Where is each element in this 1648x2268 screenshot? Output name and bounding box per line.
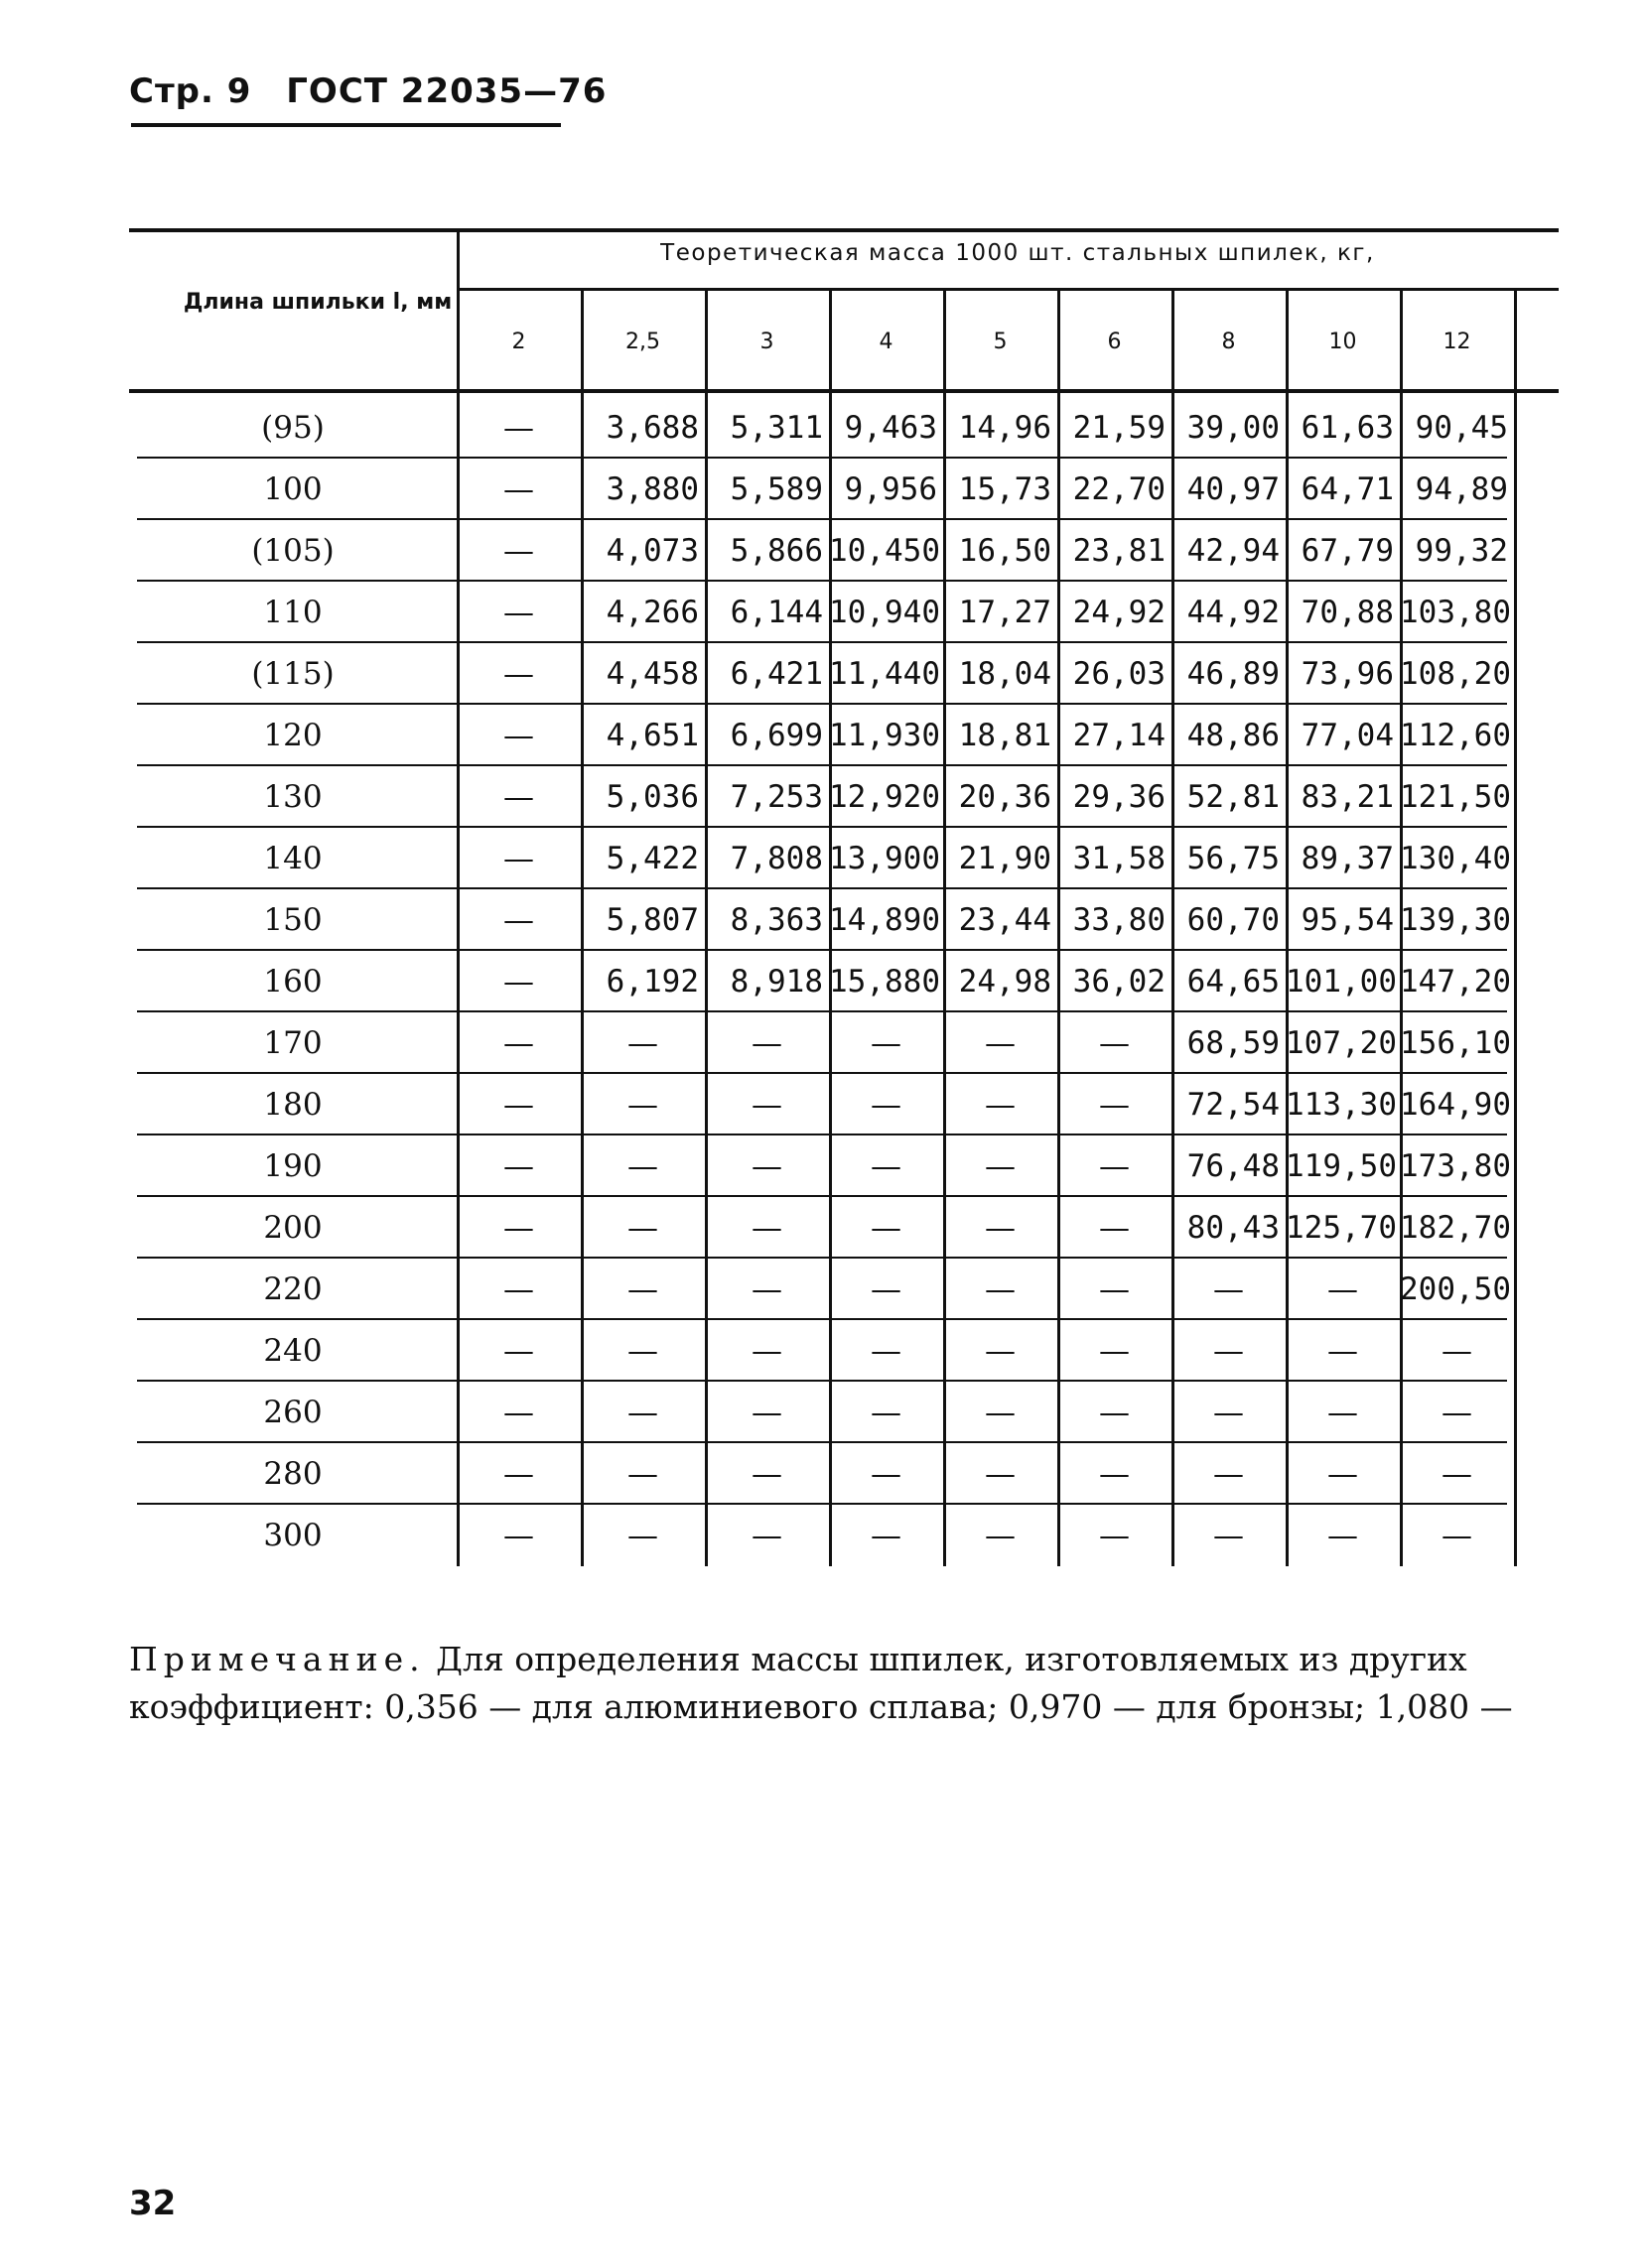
mass-cell: — [1099, 1395, 1130, 1430]
length-cell: 130 [263, 779, 323, 815]
mass-cell: 11,930 [829, 718, 940, 753]
column-header: 10 [1328, 330, 1357, 354]
mass-cell: — [627, 1271, 658, 1307]
mass-cell: 76,48 [1186, 1148, 1280, 1184]
mass-cell: 147,20 [1400, 964, 1511, 1000]
length-cell: (105) [251, 533, 335, 569]
mass-cell: 5,807 [606, 902, 699, 938]
mass-cell: 182,70 [1400, 1210, 1511, 1246]
mass-cell: — [1099, 1087, 1130, 1123]
table-row [129, 951, 1579, 1012]
mass-cell: — [752, 1271, 782, 1307]
length-cell: 100 [263, 471, 323, 507]
mass-cell: — [627, 1087, 658, 1123]
mass-cell: — [1442, 1518, 1472, 1553]
length-cell: 160 [263, 964, 323, 1000]
mass-cell: 3,688 [606, 410, 699, 446]
column-header: 6 [1107, 330, 1122, 354]
column-header: 12 [1442, 330, 1471, 354]
mass-cell: 73,96 [1301, 656, 1394, 692]
mass-cell: 83,21 [1301, 779, 1394, 815]
mass-cell: — [1327, 1518, 1358, 1553]
mass-cell: 119,50 [1286, 1148, 1397, 1184]
mass-cell: — [985, 1456, 1016, 1492]
mass-cell: 33,80 [1072, 902, 1166, 938]
length-cell: 240 [263, 1333, 323, 1369]
length-column-header: Длина шпильки l, мм [183, 290, 453, 315]
table-row [129, 889, 1579, 951]
mass-cell: — [985, 1087, 1016, 1123]
mass-cell: — [503, 533, 534, 569]
mass-cell: — [503, 471, 534, 507]
mass-cell: — [871, 1271, 901, 1307]
mass-cell: 5,866 [730, 533, 823, 569]
mass-cell: — [985, 1395, 1016, 1430]
table-row [129, 1320, 1579, 1382]
mass-cell: — [627, 1518, 658, 1553]
length-cell: 110 [263, 595, 323, 630]
mass-cell: 5,311 [730, 410, 823, 446]
column-header: 5 [993, 330, 1008, 354]
mass-cell: — [627, 1210, 658, 1246]
column-header: 2 [511, 330, 526, 354]
mass-cell: — [752, 1395, 782, 1430]
length-cell: (115) [251, 656, 335, 692]
mass-cell: — [503, 1025, 534, 1061]
mass-cell: 77,04 [1301, 718, 1394, 753]
mass-cell: 200,50 [1400, 1271, 1511, 1307]
table-row [129, 1074, 1579, 1135]
mass-cell: — [1213, 1518, 1244, 1553]
mass-cell: — [871, 1395, 901, 1430]
mass-cell: — [752, 1087, 782, 1123]
mass-cell: — [871, 1210, 901, 1246]
mass-cell: 7,253 [730, 779, 823, 815]
table-row [129, 1443, 1579, 1505]
mass-cell: 130,40 [1400, 841, 1511, 876]
table-row [129, 828, 1579, 889]
mass-cell: 156,10 [1400, 1025, 1511, 1061]
mass-cell: 7,808 [730, 841, 823, 876]
mass-cell: — [1213, 1395, 1244, 1430]
mass-cell: — [1099, 1148, 1130, 1184]
mass-cell: — [871, 1148, 901, 1184]
mass-cell: 21,59 [1072, 410, 1166, 446]
mass-cell: — [1099, 1456, 1130, 1492]
mass-cell: 72,54 [1186, 1087, 1280, 1123]
mass-cell: 42,94 [1186, 533, 1280, 569]
column-header: 4 [879, 330, 893, 354]
length-cell: 120 [263, 718, 323, 753]
mass-cell: 6,421 [730, 656, 823, 692]
mass-cell: 121,50 [1400, 779, 1511, 815]
mass-cell: 10,450 [829, 533, 940, 569]
mass-cell: — [871, 1025, 901, 1061]
mass-cell: — [503, 779, 534, 815]
mass-cell: 5,036 [606, 779, 699, 815]
mass-cell: — [1213, 1271, 1244, 1307]
mass-cell: 3,880 [606, 471, 699, 507]
mass-cell: — [503, 1518, 534, 1553]
mass-cell: 6,144 [730, 595, 823, 630]
mass-cell: — [985, 1518, 1016, 1553]
mass-cell: 8,918 [730, 964, 823, 1000]
mass-cell: 4,073 [606, 533, 699, 569]
mass-cell: 80,43 [1186, 1210, 1280, 1246]
mass-cell: 15,73 [958, 471, 1051, 507]
mass-cell: 101,00 [1286, 964, 1397, 1000]
mass-cell: — [871, 1518, 901, 1553]
mass-cell: 14,96 [958, 410, 1051, 446]
mass-cell: 64,65 [1186, 964, 1280, 1000]
note-text-1: Для определения массы шпилек, изготовляемых из других [436, 1640, 1467, 1678]
mass-cell: 113,30 [1286, 1087, 1397, 1123]
mass-cell: — [503, 1148, 534, 1184]
length-cell: (95) [261, 410, 325, 446]
mass-cell: — [503, 1271, 534, 1307]
mass-cell: — [503, 656, 534, 692]
mass-cell: — [1327, 1271, 1358, 1307]
mass-cell: 99,32 [1415, 533, 1508, 569]
mass-cell: 4,266 [606, 595, 699, 630]
mass-cell: 26,03 [1072, 656, 1166, 692]
mass-cell: 9,956 [844, 471, 937, 507]
mass-cell: 112,60 [1400, 718, 1511, 753]
table-row [129, 520, 1579, 582]
mass-cell: — [985, 1025, 1016, 1061]
page-header [129, 71, 628, 111]
mass-cell: 44,92 [1186, 595, 1280, 630]
mass-cell: 24,92 [1072, 595, 1166, 630]
table-row [129, 459, 1579, 520]
mass-cell: 107,20 [1286, 1025, 1397, 1061]
table-row [129, 1197, 1579, 1259]
mass-cell: — [752, 1518, 782, 1553]
mass-cell: — [985, 1333, 1016, 1369]
length-cell: 260 [263, 1395, 323, 1430]
length-cell: 170 [263, 1025, 323, 1061]
mass-cell: 56,75 [1186, 841, 1280, 876]
note-line-2: коэффициент: 0,356 — для алюминиевого сплава; 0,970 — для бронзы; 1,080 — [129, 1687, 1513, 1726]
mass-cell: — [985, 1210, 1016, 1246]
length-cell: 220 [263, 1271, 323, 1307]
mass-cell: 5,422 [606, 841, 699, 876]
mass-cell: 61,63 [1301, 410, 1394, 446]
mass-cell: 52,81 [1186, 779, 1280, 815]
mass-cell: 5,589 [730, 471, 823, 507]
length-cell: 280 [263, 1456, 323, 1492]
table-row [129, 1135, 1579, 1197]
mass-cell: 31,58 [1072, 841, 1166, 876]
mass-cell: 164,90 [1400, 1087, 1511, 1123]
mass-cell: 103,80 [1400, 595, 1511, 630]
mass-cell: — [1099, 1333, 1130, 1369]
mass-cell: 23,81 [1072, 533, 1166, 569]
mass-cell: 173,80 [1400, 1148, 1511, 1184]
length-cell: 200 [263, 1210, 323, 1246]
mass-cell: — [503, 1087, 534, 1123]
mass-cell: 14,890 [829, 902, 940, 938]
table-row [129, 705, 1579, 766]
mass-cell: 94,89 [1415, 471, 1508, 507]
mass-cell: 48,86 [1186, 718, 1280, 753]
mass-cell: — [752, 1025, 782, 1061]
mass-cell: 67,79 [1301, 533, 1394, 569]
mass-cell: — [985, 1271, 1016, 1307]
mass-cell: — [627, 1025, 658, 1061]
mass-cell: — [1099, 1271, 1130, 1307]
note-label: Примечание. [129, 1640, 426, 1678]
mass-cell: 90,45 [1415, 410, 1508, 446]
mass-cell: — [503, 718, 534, 753]
mass-cell: — [1099, 1210, 1130, 1246]
group-header-rule [457, 288, 1559, 291]
mass-cell: — [503, 1456, 534, 1492]
mass-cell: 18,04 [958, 656, 1051, 692]
mass-cell: 22,70 [1072, 471, 1166, 507]
mass-cell: 20,36 [958, 779, 1051, 815]
mass-cell: 18,81 [958, 718, 1051, 753]
mass-cell: — [503, 841, 534, 876]
column-header: 8 [1221, 330, 1236, 354]
mass-cell: 70,88 [1301, 595, 1394, 630]
mass-cell: 24,98 [958, 964, 1051, 1000]
header-underline [131, 123, 561, 127]
mass-cell: — [503, 902, 534, 938]
mass-cell: — [752, 1148, 782, 1184]
mass-cell: 139,30 [1400, 902, 1511, 938]
standard-code: ГОСТ 22035—76 [286, 71, 608, 111]
mass-cell: 9,463 [844, 410, 937, 446]
mass-cell: 23,44 [958, 902, 1051, 938]
mass-cell: 16,50 [958, 533, 1051, 569]
mass-cell: 27,14 [1072, 718, 1166, 753]
mass-cell: — [503, 964, 534, 1000]
length-cell: 190 [263, 1148, 323, 1184]
length-cell: 150 [263, 902, 323, 938]
mass-cell: — [871, 1087, 901, 1123]
table-row [129, 1259, 1579, 1320]
mass-cell: — [1442, 1333, 1472, 1369]
mass-cell: 36,02 [1072, 964, 1166, 1000]
mass-cell: 12,920 [829, 779, 940, 815]
header-bottom-rule [129, 389, 1559, 393]
mass-cell: 11,440 [829, 656, 940, 692]
column-header: 3 [759, 330, 774, 354]
mass-cell: — [503, 1395, 534, 1430]
table-top-rule [129, 228, 1559, 232]
table-row [129, 766, 1579, 828]
mass-cell: 40,97 [1186, 471, 1280, 507]
mass-cell: — [503, 410, 534, 446]
mass-cell: — [1327, 1333, 1358, 1369]
mass-table [129, 228, 1579, 1618]
length-cell: 140 [263, 841, 323, 876]
mass-cell: — [503, 595, 534, 630]
mass-cell: — [752, 1333, 782, 1369]
mass-cell: 125,70 [1286, 1210, 1397, 1246]
mass-cell: — [503, 1333, 534, 1369]
mass-cell: — [1213, 1456, 1244, 1492]
table-row [129, 1505, 1579, 1566]
table-row [129, 1012, 1579, 1074]
mass-cell: — [1442, 1456, 1472, 1492]
mass-cell: 13,900 [829, 841, 940, 876]
table-row [129, 1382, 1579, 1443]
mass-cell: 95,54 [1301, 902, 1394, 938]
mass-cell: 21,90 [958, 841, 1051, 876]
mass-cell: — [752, 1210, 782, 1246]
mass-cell: — [627, 1456, 658, 1492]
page-label: Стр. 9 [129, 71, 252, 111]
length-cell: 180 [263, 1087, 323, 1123]
mass-group-header: Теоретическая масса 1000 шт. стальных шпилек, кг, [660, 240, 1375, 266]
mass-cell: 6,699 [730, 718, 823, 753]
mass-cell: — [503, 1210, 534, 1246]
mass-cell: — [1213, 1333, 1244, 1369]
mass-cell: 68,59 [1186, 1025, 1280, 1061]
mass-cell: 64,71 [1301, 471, 1394, 507]
table-note [129, 1636, 1519, 1731]
column-header: 2,5 [625, 330, 660, 354]
table-row [129, 582, 1579, 643]
mass-cell: — [985, 1148, 1016, 1184]
mass-cell: — [752, 1456, 782, 1492]
mass-cell: — [627, 1395, 658, 1430]
mass-cell: — [627, 1148, 658, 1184]
mass-cell: 17,27 [958, 595, 1051, 630]
mass-cell: 10,940 [829, 595, 940, 630]
length-cell: 300 [263, 1518, 323, 1553]
mass-cell: 8,363 [730, 902, 823, 938]
table-row [129, 643, 1579, 705]
mass-cell: — [871, 1456, 901, 1492]
mass-cell: — [871, 1333, 901, 1369]
mass-cell: 6,192 [606, 964, 699, 1000]
mass-cell: — [1099, 1518, 1130, 1553]
mass-cell: 15,880 [829, 964, 940, 1000]
mass-cell: 39,00 [1186, 410, 1280, 446]
mass-cell: 29,36 [1072, 779, 1166, 815]
mass-cell: 108,20 [1400, 656, 1511, 692]
mass-cell: — [1327, 1395, 1358, 1430]
note-line-1 [129, 1636, 1519, 1683]
mass-cell: 4,458 [606, 656, 699, 692]
mass-cell: — [1327, 1456, 1358, 1492]
mass-cell: 60,70 [1186, 902, 1280, 938]
mass-cell: — [627, 1333, 658, 1369]
mass-cell: — [1099, 1025, 1130, 1061]
mass-cell: — [1442, 1395, 1472, 1430]
mass-cell: 46,89 [1186, 656, 1280, 692]
mass-cell: 4,651 [606, 718, 699, 753]
page-number: 32 [129, 2184, 177, 2223]
mass-cell: 89,37 [1301, 841, 1394, 876]
table-row [129, 397, 1579, 459]
